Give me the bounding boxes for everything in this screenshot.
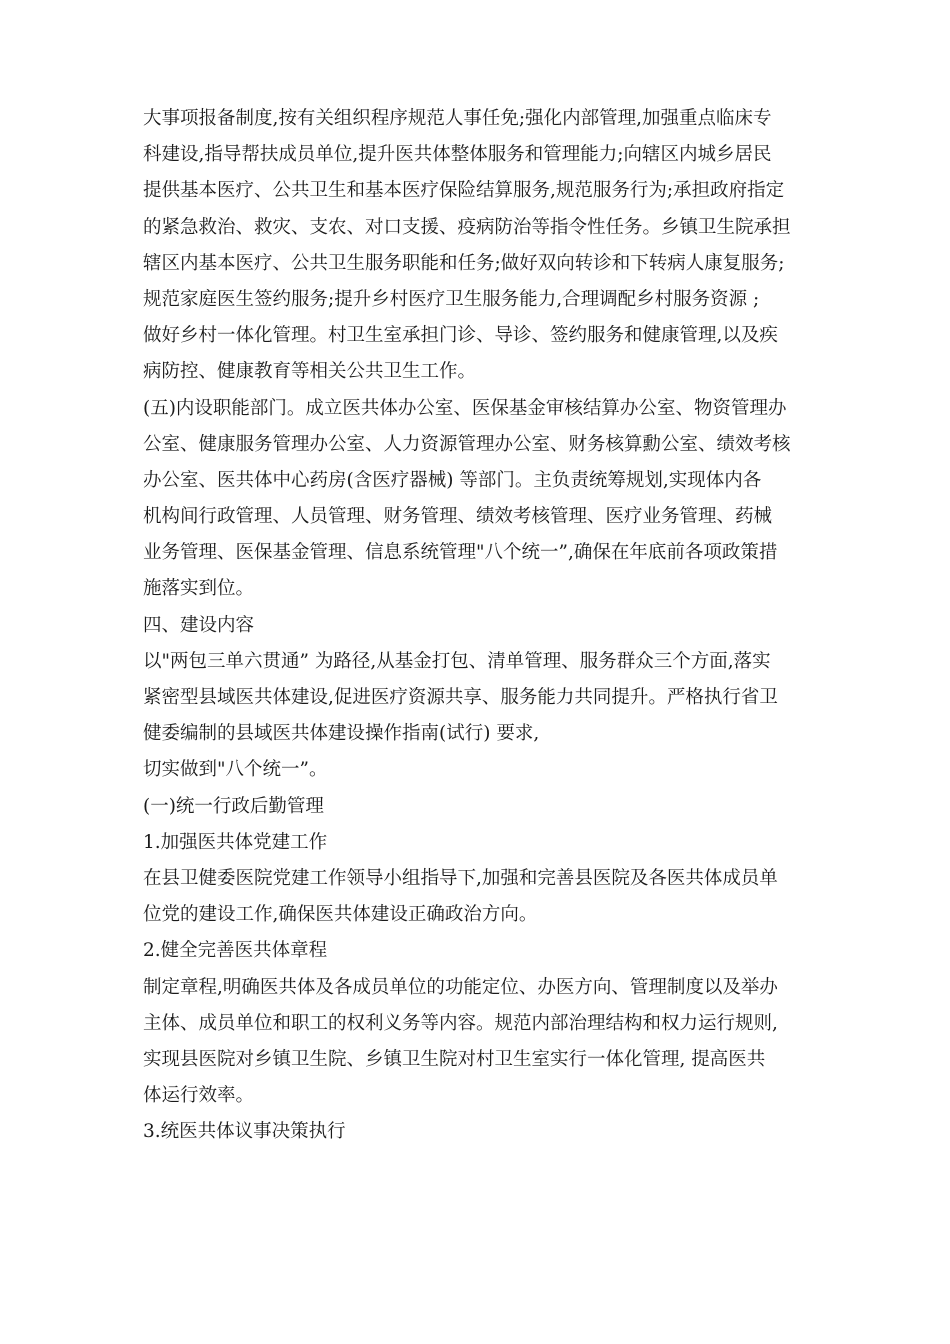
text-line: 主体、成员单位和职工的权利义务等内容。规范内部治理结构和权力运行规则, bbox=[143, 1012, 778, 1034]
text-line: 切实做到"八个统一”。 bbox=[143, 759, 328, 781]
text-line: 辖区内基本医疗、公共卫生服务职能和任务;做好双向转诊和下转病人康复服务; bbox=[143, 252, 785, 274]
text-line: 病防控、健康教育等相关公共卫生工作。 bbox=[143, 361, 477, 383]
text-line: 体运行效率。 bbox=[143, 1085, 255, 1107]
section-heading: 四、建设内容 bbox=[143, 614, 255, 636]
text-line: 健委编制的县域医共体建设操作指南(试行) 要求, bbox=[143, 723, 540, 745]
text-line: 办公室、医共体中心药房(含医疗器械) 等部门。主负责统筹规划,实现体内各 bbox=[143, 469, 762, 491]
text-line: 位党的建设工作,确保医共体建设正确政治方向。 bbox=[143, 904, 538, 926]
text-line: 的紧急救治、救灾、支农、对口支援、疫病防治等指令性任务。乡镇卫生院承担 bbox=[143, 216, 791, 238]
text-line: 在县卫健委医院党建工作领导小组指导下,加强和完善县医院及各医共体成员单 bbox=[143, 867, 778, 889]
text-line: 业务管理、医保基金管理、信息系统管理"八个统一”,确保在年底前各项政策措 bbox=[143, 542, 778, 564]
subsection-heading: (一)统一行政后勤管理 bbox=[143, 795, 324, 817]
text-line: 科建设,指导帮扶成员单位,提升医共体整体服务和管理能力;向辖区内城乡居民 bbox=[143, 144, 772, 166]
text-line: 施落实到位。 bbox=[143, 578, 255, 600]
item-heading: 3.统医共体议事决策执行 bbox=[143, 1121, 346, 1143]
text-line: (五)内设职能部门。成立医共体办公室、医保基金审核结算办公室、物资管理办 bbox=[143, 397, 787, 419]
item-heading: 1.加强医共体党建工作 bbox=[143, 831, 328, 853]
text-line: 机构间行政管理、人员管理、财务管理、绩效考核管理、医疗业务管理、药械 bbox=[143, 506, 773, 528]
text-line: 规范家庭医生签约服务;提升乡村医疗卫生服务能力,合理调配乡村服务资源 ; bbox=[143, 288, 760, 310]
text-line: 以"两包三单六贯通” 为路径,从基金打包、清单管理、服务群众三个方面,落实 bbox=[143, 650, 771, 672]
text-line: 公室、健康服务管理办公室、人力资源管理办公室、财务核算勳公室、绩效考核 bbox=[143, 433, 791, 455]
text-line: 做好乡村一体化管理。村卫生室承担门诊、导诊、签约服务和健康管理,以及疾 bbox=[143, 325, 778, 347]
text-line: 大事项报备制度,按有关组织程序规范人事任免;强化内部管理,加强重点临床专 bbox=[143, 108, 772, 129]
item-heading: 2.健全完善医共体章程 bbox=[143, 940, 328, 962]
text-line: 提供基本医疗、公共卫生和基本医疗保险结算服务,规范服务行为;承担政府指定 bbox=[143, 180, 785, 202]
text-line: 紧密型县域医共体建设,促进医疗资源共享、服务能力共同提升。严格执行省卫 bbox=[143, 687, 778, 708]
text-line: 实现县医院对乡镇卫生院、乡镇卫生院对村卫生室实行一体化管理, 提高医共 bbox=[143, 1048, 766, 1070]
text-line: 制定章程,明确医共体及各成员单位的功能定位、办医方向、管理制度以及举办 bbox=[143, 976, 778, 998]
